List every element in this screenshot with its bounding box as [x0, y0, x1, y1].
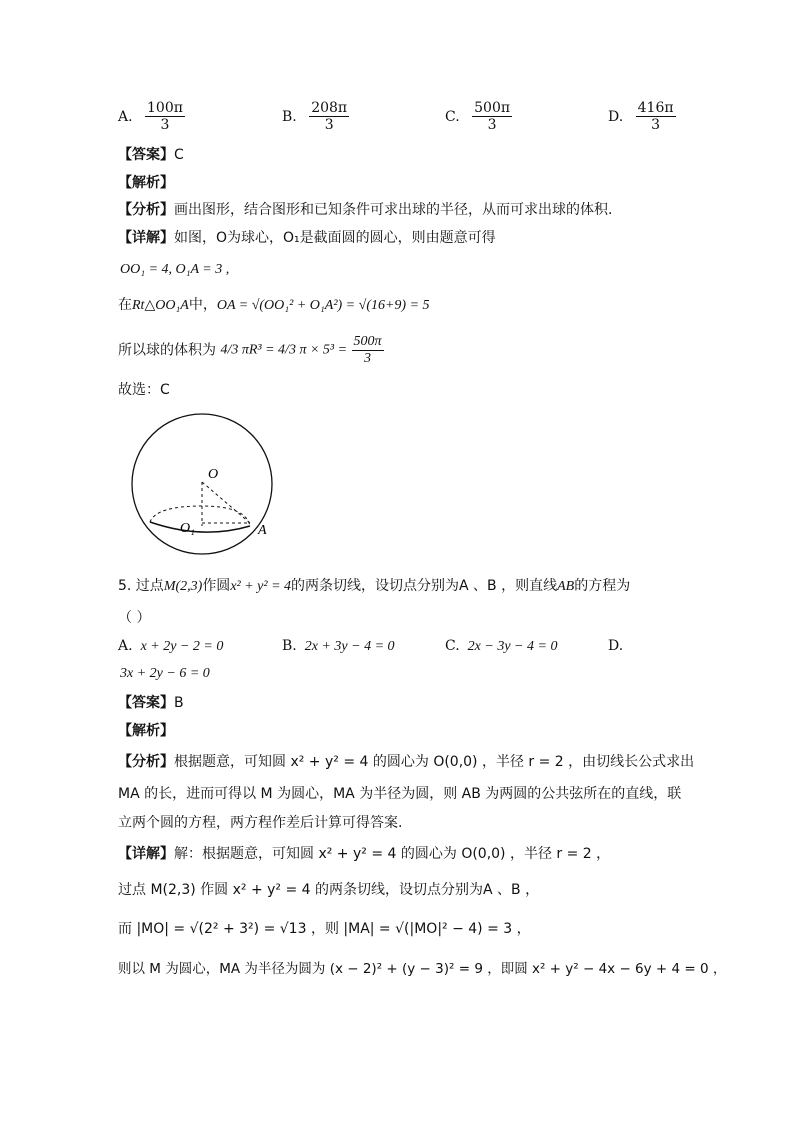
- q5-xiangjie-l2: 过点 M(2,3) 作圆 x² + y² = 4 的两条切线，设切点分别为A 、B ，: [118, 882, 540, 898]
- q5-fenxi-l1: 【分析】根据题意，可知圆 x² + y² = 4 的圆心为 O(0,0) ，半径 r = 2 ，由切线长公式求出: [118, 754, 695, 770]
- option-b-label: B.: [282, 108, 297, 125]
- q5-option-b: B. 2x + 3y − 4 = 0: [282, 638, 395, 654]
- q5-stem: 5. 过点M(2,3)作圆x² + y² = 4的两条切线，设切点分别为A 、B ，则直线AB的方程为: [118, 578, 631, 594]
- option-d: [608, 100, 676, 133]
- option-b: [282, 100, 349, 133]
- section-front-arc: [150, 522, 250, 532]
- q5-fenxi-l2: MA 的长，进而可得以 M 为圆心，MA 为半径为圆，则 AB 为两圆的公共弦所在的直线，联: [118, 786, 682, 802]
- option-d-label: D.: [608, 108, 624, 125]
- option-c-fraction: $\frac{500\pi}{3}$: [474, 100, 511, 133]
- label-o1: O₁: [180, 521, 195, 536]
- q4-fenxi: [118, 203, 612, 217]
- option-b-fraction: $\frac{208\pi}{3}$: [311, 100, 348, 133]
- q5-answer: 【答案】B: [118, 695, 184, 711]
- q5-xiangjie-l4: 则以 M 为圆心，MA 为半径为圆为 (x − 2)² + (y − 3)² = 9 ，即圆 x² + y² − 4x − 6y + 4 = 0 ，: [118, 961, 727, 977]
- fenxi-tag: 【分析】: [118, 202, 174, 218]
- option-d-fraction: $\frac{416\pi}{3}$: [637, 100, 674, 133]
- fenxi-text: 画出图形，结合图形和已知条件可求出球的半径，从而可求出球的体积.: [174, 202, 613, 218]
- option-a-fraction: $\frac{100\pi}{3}$: [147, 100, 183, 133]
- sphere-figure: [126, 410, 286, 560]
- option-a: [118, 100, 185, 133]
- q5-paren: （ ）: [118, 610, 151, 626]
- q4-volume-line: 所以球的体积为 4/3 πR³ = 4/3 π × 5³ = $\frac{500\pi}{3}$: [118, 334, 382, 366]
- q5-xiangjie-l1: 【详解】解：根据题意，可知圆 x² + y² = 4 的圆心为 O(0,0) ，半径 r = 2 ，: [118, 846, 611, 862]
- q5-option-d-label: D.: [608, 638, 624, 654]
- option-a-label: A.: [118, 108, 133, 125]
- q5-fenxi-l3: 立两个圆的方程，两方程作差后计算可得答案.: [118, 815, 403, 831]
- q4-eq1: OO₁ = 4, O₁A = 3 ,: [120, 262, 230, 277]
- q5-option-a: A. x + 2y − 2 = 0: [118, 638, 224, 654]
- q5-xiangjie-l3: 而 |MO| = √(2² + 3²) = √13 ，则 |MA| = √(|MO|² − 4) = 3 ，: [118, 921, 531, 937]
- oa-segment: [202, 482, 250, 523]
- q4-answer: [118, 148, 184, 162]
- q5-analysis-tag: 【解析】: [118, 723, 174, 739]
- label-o: O: [208, 467, 219, 482]
- q4-choice: 故选：C: [118, 382, 170, 398]
- answer-value: C: [174, 147, 184, 163]
- option-c-label: C.: [445, 108, 460, 125]
- q5-option-c: C. 2x − 3y − 4 = 0: [445, 638, 558, 654]
- q5-option-d: 3x + 2y − 6 = 0: [120, 666, 210, 681]
- xiangjie-tag: 【详解】: [118, 230, 174, 246]
- q4-rt-line: 在Rt△OO₁A中，OA = √(OO₁² + O₁A²) = √(16+9) = 5: [118, 297, 430, 313]
- label-a: A: [258, 523, 267, 538]
- q4-xiangjie: [118, 231, 496, 245]
- xiangjie-text: 如图，O为球心，O₁是截面圆的圆心，则由题意可得: [174, 230, 496, 246]
- option-c: [445, 100, 512, 133]
- q4-analysis-tag: 【解析】: [118, 175, 174, 191]
- answer-tag: 【答案】: [118, 147, 174, 163]
- volume-fraction: $\frac{500\pi}{3}$: [353, 334, 382, 366]
